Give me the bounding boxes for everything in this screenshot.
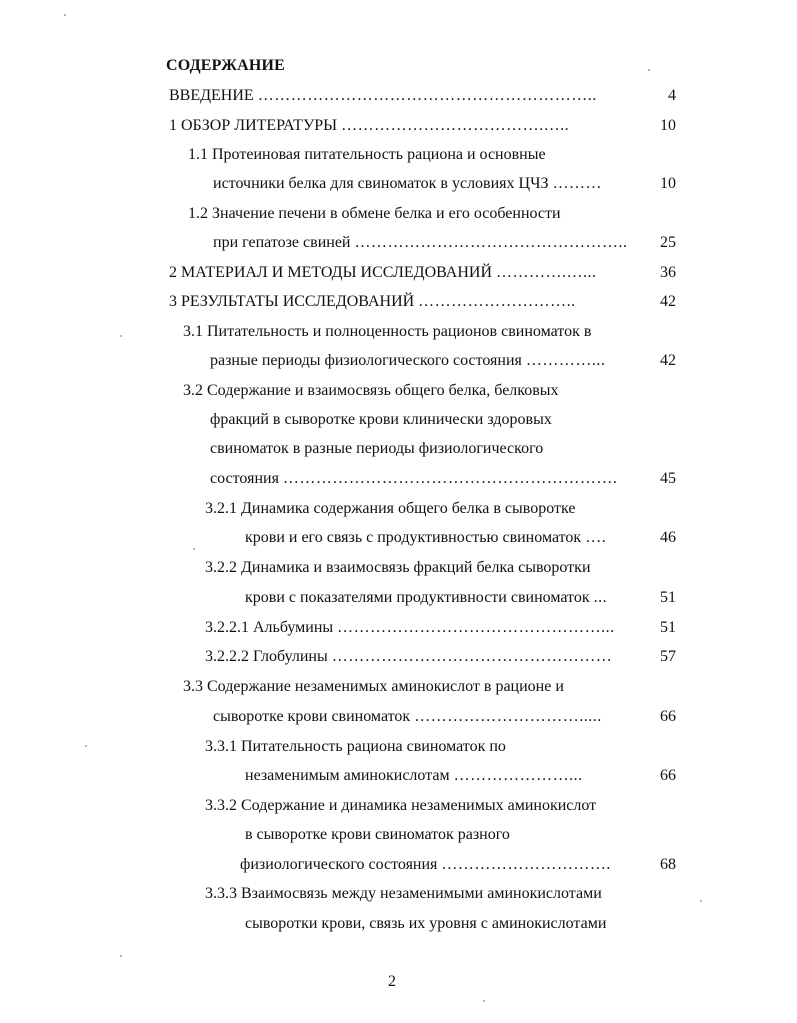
toc-entry-leader-dots: ……………………………….….. [341, 117, 570, 134]
toc-entry-title: 3.2.1 Динамика содержания общего белка в сыворотке [205, 500, 576, 517]
page-number: 2 [388, 973, 396, 990]
toc-entry [188, 144, 546, 166]
toc-entry [188, 203, 561, 225]
toc-entry-leader-dots: …. [585, 529, 607, 546]
toc-entry [210, 350, 605, 372]
toc-entry [240, 854, 611, 876]
toc-entry-title: крови и его связь с продуктивностью свиноматок [245, 529, 586, 546]
toc-entry-page: 4 [668, 87, 676, 104]
toc-entry [245, 765, 583, 787]
toc-entry-page: 36 [660, 264, 676, 281]
toc-entry [213, 706, 602, 728]
toc-entry [205, 795, 596, 817]
toc-entry-title: 3.1 Питательность и полноценность рационов свиноматок в [183, 323, 592, 340]
toc-entry-leader-dots: ……………………………………………………. [282, 470, 618, 487]
toc-entry-title: в сыворотке крови свиноматок разного [245, 826, 510, 843]
toc-heading: СОДЕРЖАНИЕ [166, 57, 286, 74]
toc-entry-page: 51 [660, 619, 676, 636]
toc-entry-leader-dots: …………………………………………………….. [257, 87, 597, 104]
toc-entry-title: свиноматок в разные периоды физиологического [210, 440, 544, 457]
toc-entry [213, 173, 602, 195]
toc-entry-title: 3.3.3 Взаимосвязь между незаменимыми аминокислотами [205, 885, 602, 902]
toc-entry [205, 736, 506, 758]
toc-entry-title: 3.2.2 Динамика и взаимосвязь фракций белка сыворотки [205, 559, 591, 576]
toc-entry [210, 438, 543, 460]
toc-entry-title: 3 РЕЗУЛЬТАТЫ ИССЛЕДОВАНИЙ [169, 293, 419, 310]
toc-entry-title: 2 МАТЕРИАЛ И МЕТОДЫ ИССЛЕДОВАНИЙ [169, 264, 496, 281]
toc-entry-page: 68 [660, 856, 676, 873]
toc-entry-title: физиологического состояния [240, 856, 442, 873]
toc-entry-leader-dots: ... [593, 589, 608, 606]
toc-entry [183, 676, 564, 698]
toc-entry-title: 3.3 Содержание незаменимых аминокислот в рационе и [183, 678, 564, 695]
toc-entry-title: 3.2 Содержание и взаимосвязь общего белка, белковых [183, 382, 559, 399]
scan-speck [120, 335, 122, 337]
toc-entry [245, 913, 606, 935]
scan-speck [483, 1000, 485, 1002]
toc-entry-leader-dots: …………………………. [441, 856, 611, 873]
toc-entry-title: разные периоды физиологического состояния [210, 352, 526, 369]
toc-entry [169, 262, 597, 284]
toc-entry [205, 617, 615, 639]
toc-entry [245, 587, 607, 609]
toc-entry-page: 42 [660, 352, 676, 369]
toc-entry [169, 291, 576, 313]
scan-speck [120, 955, 122, 957]
toc-entry [205, 498, 575, 520]
toc-entry-leader-dots: …………………………..... [414, 708, 602, 725]
toc-entry-leader-dots: …………... [525, 352, 606, 369]
toc-entry-title: 1.1 Протеиновая питательность рациона и основные [188, 146, 546, 163]
toc-entry-title: при гепатозе свиней [213, 234, 355, 251]
toc-entry-page: 45 [660, 470, 676, 487]
toc-entry-title: крови с показателями продуктивности свиноматок [245, 589, 594, 606]
scan-speck [64, 14, 66, 16]
scan-speck [648, 69, 650, 71]
toc-entry-page: 25 [660, 234, 676, 251]
toc-entry [205, 883, 602, 905]
toc-entry-title: ВВЕДЕНИЕ [169, 87, 258, 104]
toc-entry-title: источники белка для свиноматок в условиях ЦЧЗ [213, 175, 553, 192]
toc-entry-page: 66 [660, 767, 676, 784]
toc-entry [205, 646, 612, 668]
toc-entry-title: 3.2.2.2 Глобулины [205, 648, 332, 665]
toc-entry-title: сыворотке крови свиноматок [213, 708, 415, 725]
toc-entry-leader-dots: ……………………….. [418, 293, 576, 310]
toc-entry-title: 3.2.2.1 Альбумины [205, 619, 338, 636]
toc-entry-title: фракций в сыворотке крови клинически здоровых [210, 411, 552, 428]
toc-entry-page: 57 [660, 648, 676, 665]
toc-entry-page: 66 [660, 708, 676, 725]
toc-entry [169, 85, 597, 107]
toc-entry-title: сыворотки крови, связь их уровня с аминокислотами [245, 915, 607, 932]
scan-speck [700, 900, 702, 902]
toc-entry-title: незаменимым аминокислотам [245, 767, 454, 784]
toc-entry-title: 3.3.2 Содержание и динамика незаменимых аминокислот [205, 797, 597, 814]
toc-entry-leader-dots: …………………………………………... [337, 619, 615, 636]
toc-entry-page: 10 [660, 175, 676, 192]
toc-entry [245, 824, 510, 846]
toc-entry-leader-dots: …………………………………………… [331, 648, 613, 665]
toc-entry-page: 51 [660, 589, 676, 606]
toc-entry-title: 1.2 Значение печени в обмене белка и его особенности [188, 205, 561, 222]
toc-entry [169, 115, 569, 137]
toc-entry-title: 1 ОБЗОР ЛИТЕРАТУРЫ [169, 117, 342, 134]
toc-entry-leader-dots: ……… [552, 175, 602, 192]
toc-entry-leader-dots: ………………………………………….. [354, 234, 628, 251]
toc-entry [183, 380, 559, 402]
toc-entry-title: состояния [210, 470, 283, 487]
scan-speck [85, 745, 87, 747]
toc-entry-leader-dots: ………….…... [496, 264, 597, 281]
toc-entry [210, 409, 552, 431]
toc-entry-page: 10 [660, 117, 676, 134]
scan-speck [193, 548, 195, 550]
toc-entry-title: 3.3.1 Питательность рациона свиноматок по [205, 738, 506, 755]
toc-entry-leader-dots: …………………... [453, 767, 583, 784]
toc-entry [183, 321, 591, 343]
toc-entry [213, 232, 627, 254]
toc-entry-page: 42 [660, 293, 676, 310]
toc-entry [205, 557, 591, 579]
toc-entry [210, 468, 617, 490]
toc-entry-page: 46 [660, 529, 676, 546]
toc-entry [245, 527, 606, 549]
